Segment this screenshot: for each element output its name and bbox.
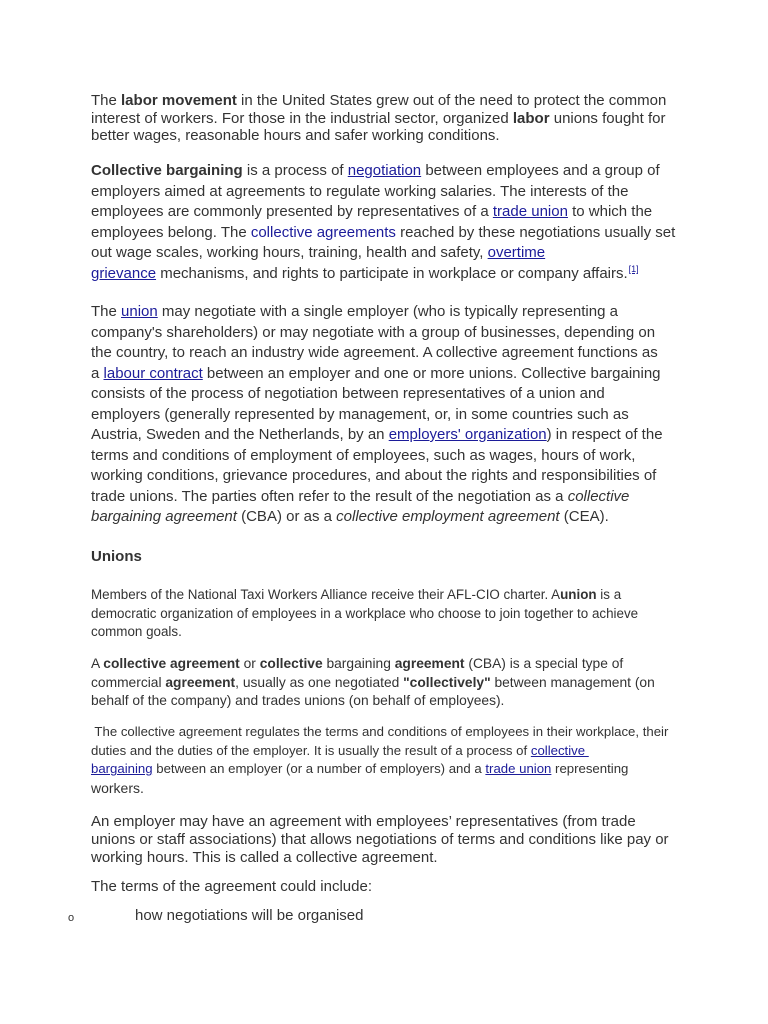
bold-term: "collectively" — [403, 674, 491, 690]
text-line — [91, 760, 668, 779]
text-line — [91, 384, 663, 405]
text-line — [91, 831, 669, 849]
text-line — [91, 655, 655, 674]
text-run: mechanisms, and rights to participate in workplace or company affairs. — [156, 264, 628, 282]
text-line — [91, 364, 663, 385]
italic-term: collective — [567, 487, 630, 505]
text-line — [91, 92, 666, 110]
list-item-text: how negotiations will be organised — [135, 907, 364, 924]
text-run: (CBA) is a special type of — [464, 656, 624, 671]
text-run: The — [91, 92, 122, 109]
link-negotiation[interactable]: negotiation — [347, 162, 422, 179]
text-run: working hours. This is called a collective agreement. — [91, 849, 438, 866]
text-line — [91, 605, 638, 624]
paragraph-agreement-terms — [91, 878, 372, 896]
link-trade-union[interactable]: trade union — [492, 203, 568, 221]
text-run: interest of workers. For those in the industrial sector, organized — [91, 109, 513, 127]
text-run: ) in respect of the — [546, 426, 663, 443]
text-line — [91, 586, 638, 605]
text-run: between management (on — [490, 674, 655, 690]
text-run: between an employer (or a number of employers) and a — [152, 761, 486, 777]
text-line — [91, 878, 372, 896]
text-run: trade unions. The parties often refer to the result of the negotiation as a — [91, 487, 568, 505]
paragraph-labor-movement — [91, 92, 666, 145]
text-line — [91, 243, 675, 264]
link-trade-union[interactable]: trade union — [485, 761, 552, 777]
text-line — [91, 466, 663, 487]
text-run: may negotiate with a single employer (who is typically representing a — [157, 303, 618, 320]
paragraph-collective-bargaining — [91, 161, 675, 285]
text-line — [91, 110, 666, 128]
bold-term: labor movement — [121, 92, 237, 109]
text-run: Austria, Sweden and the Netherlands, by an — [91, 426, 389, 443]
text-line — [91, 446, 663, 467]
text-run: bargaining — [322, 656, 395, 671]
link-collective-bargaining[interactable]: collective — [530, 742, 589, 758]
text-run: or — [239, 656, 260, 671]
bold-term: collective — [259, 656, 323, 671]
text-run: common goals. — [91, 624, 182, 639]
text-line — [91, 343, 663, 364]
text-run: employees belong. The — [91, 223, 251, 241]
text-line — [91, 302, 663, 323]
text-run: company's shareholders) or may negotiate with a group of businesses, depending on — [91, 323, 656, 341]
heading-unions — [91, 547, 142, 567]
text-line — [91, 202, 675, 223]
text-line — [91, 623, 638, 642]
text-run: behalf of the company) and trades unions (on behalf of employees). — [91, 693, 505, 708]
text-run: between an employer and one or more unions. Collective bargaining — [202, 364, 661, 382]
text-run: is a process of — [242, 162, 348, 179]
text-run: A — [91, 656, 104, 671]
link-overtime[interactable]: overtime — [487, 244, 546, 262]
link-labour-contract[interactable]: labour contract — [103, 364, 203, 382]
italic-term: collective employment agreement — [336, 508, 560, 525]
footnote-link[interactable]: [1] — [628, 263, 639, 274]
text-run: The — [91, 303, 122, 320]
bold-term: collective agreement — [103, 656, 240, 671]
text-run: employers aimed at agreements to regulate working salaries. The interests of the — [91, 182, 629, 200]
text-line — [91, 323, 663, 344]
bold-term: agreement — [394, 656, 465, 671]
link-collective-bargaining[interactable]: bargaining — [91, 761, 153, 777]
heading-text: Unions — [91, 548, 142, 565]
text-line — [91, 127, 666, 145]
text-run: , usually as one negotiated — [235, 674, 404, 690]
text-run: The collective agreement regulates the terms and conditions of employees in their workplace, their — [91, 724, 669, 739]
text-run: working conditions, grievance procedures, and about the rights and responsibilities of — [91, 467, 657, 484]
text-run: democratic organization of employees in a workplace who choose to join together to achieve — [91, 605, 639, 621]
bullet-marker: o — [68, 912, 75, 924]
paragraph-union-definition — [91, 586, 638, 642]
text-line — [91, 507, 663, 528]
link-grievance[interactable]: grievance — [91, 264, 157, 282]
text-run: The terms of the agreement could include: — [91, 878, 372, 895]
text-line — [91, 779, 668, 798]
bold-term: agreement — [165, 674, 236, 690]
text-line — [91, 849, 669, 867]
text-run: to which the — [567, 203, 653, 221]
text-line — [91, 723, 668, 742]
text-run: Members of the National Taxi Workers Alliance receive their AFL-CIO charter. A — [91, 587, 561, 602]
text-run: An employer may have an agreement with employees’ representatives (from trade — [91, 813, 636, 830]
text-run: terms and conditions of employment of employees, such as wages, hours of work, — [91, 446, 636, 464]
bold-term: labor — [512, 109, 550, 127]
text-line — [91, 425, 663, 446]
link-collective-agreements[interactable]: collective agreements — [250, 223, 396, 241]
text-run: duties and the duties of the employer. It is usually the result of a process of — [91, 742, 531, 758]
text-run: unions fought for — [549, 109, 666, 127]
text-line — [91, 813, 669, 831]
paragraph-union-negotiation — [91, 302, 663, 528]
link-employers-organization[interactable]: employers' organization — [388, 426, 547, 443]
paragraph-collective-agreement-definition — [91, 655, 655, 711]
text-run: unions or staff associations) that allows negotiations of terms and conditions like pay or — [91, 831, 669, 848]
text-run: in the United States grew out of the need to protect the common — [236, 92, 667, 109]
text-line — [91, 182, 675, 203]
bold-term: Collective bargaining — [91, 162, 243, 179]
text-run: out wage scales, working hours, training, health and safety, — [91, 244, 488, 262]
paragraph-employer-agreement — [91, 813, 669, 867]
text-run: the country, to reach an industry wide agreement. A collective agreement functions as — [91, 344, 658, 361]
text-run: workers. — [91, 780, 144, 797]
text-run: commercial — [91, 674, 166, 690]
text-line — [91, 161, 675, 182]
text-run: (CEA). — [559, 508, 609, 525]
text-run: representing — [551, 761, 629, 777]
text-line — [91, 742, 668, 761]
text-line — [91, 223, 675, 244]
text-line — [91, 264, 675, 285]
text-line — [91, 674, 655, 693]
bold-term: union — [560, 587, 597, 602]
text-run: is a — [596, 587, 622, 602]
paragraph-collective-agreement-regulation — [91, 723, 668, 798]
link-union[interactable]: union — [121, 303, 158, 320]
text-run: employers (generally represented by management, or, in some countries such as — [91, 405, 629, 423]
text-run: between employees and a group of — [421, 162, 660, 179]
text-run: employees are commonly presented by representatives of a — [91, 203, 493, 221]
italic-term: bargaining agreement — [91, 508, 237, 525]
text-run: consists of the process of negotiation between representatives of a union and — [91, 385, 605, 402]
text-line — [91, 487, 663, 508]
text-line — [91, 692, 655, 711]
text-run: better wages, reasonable hours and safer working conditions. — [91, 127, 500, 144]
text-run: (CBA) or as a — [236, 508, 337, 525]
text-run: a — [91, 364, 104, 382]
text-run: reached by these negotiations usually set — [395, 223, 676, 241]
text-line — [91, 405, 663, 426]
